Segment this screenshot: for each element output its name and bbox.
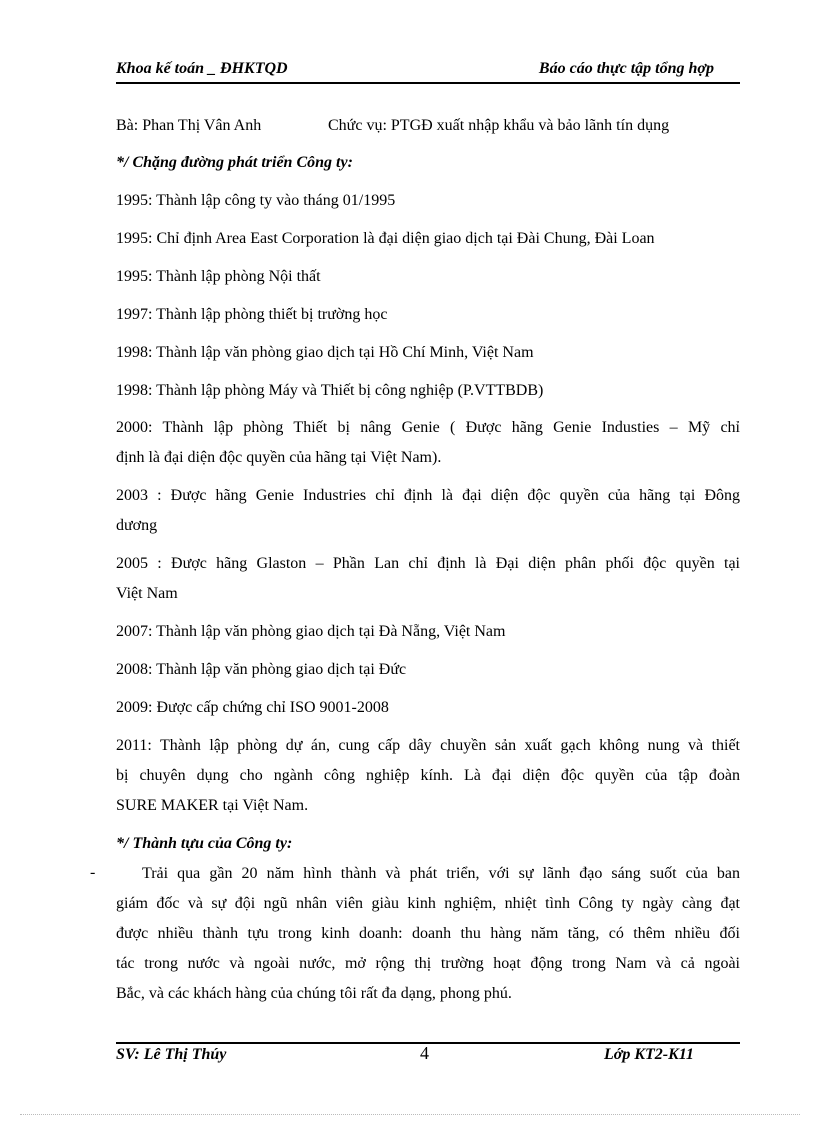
history-item: 1997: Thành lập phòng thiết bị trường học	[116, 306, 388, 323]
achievements-line: Trải qua gần 20 năm hình thành và phát triển, với sự lãnh đạo sáng suốt của ban	[142, 865, 740, 882]
bullet-dash: -	[90, 864, 96, 881]
achievements-line: giám đốc và sự đội ngũ nhân viên giàu kinh nghiệm, nhiệt tình Công ty ngày càng đạt	[116, 895, 740, 912]
page-number: 4	[420, 1043, 429, 1063]
history-item-cont: bị chuyên dụng cho ngành công nghiệp kính. Là đại diện độc quyền của tập đoàn	[116, 767, 740, 784]
history-item: 2009: Được cấp chứng chỉ ISO 9001-2008	[116, 699, 389, 716]
achievements-line: tác trong nước và ngoài nước, mở rộng thị trường hoạt động trong Nam và cả ngoài	[116, 955, 740, 972]
director-name: Bà: Phan Thị Vân Anh	[116, 117, 262, 134]
history-heading: */ Chặng đường phát triển Công ty:	[116, 154, 353, 171]
history-item: 1995: Thành lập phòng Nội thất	[116, 268, 321, 285]
achievements-line: Bắc, và các khách hàng của chúng tôi rất đa dạng, phong phú.	[116, 985, 512, 1002]
history-item: 2000: Thành lập phòng Thiết bị nâng Genie ( Được hãng Genie Industies – Mỹ chỉ	[116, 419, 740, 436]
page-header	[116, 56, 740, 84]
history-item: 2003 : Được hãng Genie Industries chỉ định là đại diện độc quyền của hãng tại Đông	[116, 487, 740, 504]
history-item: 2005 : Được hãng Glaston – Phần Lan chỉ định là Đại diện phân phối độc quyền tại	[116, 555, 740, 572]
page-bottom-edge	[20, 1114, 800, 1115]
header-report-title: Báo cáo thực tập tổng hợp	[538, 60, 714, 77]
header-department: Khoa kế toán _ ĐHKTQD	[116, 60, 288, 77]
footer-student: SV: Lê Thị Thúy	[116, 1046, 227, 1063]
history-item-cont: SURE MAKER tại Việt Nam.	[116, 797, 309, 814]
history-item: 2008: Thành lập văn phòng giao dịch tại Đức	[116, 661, 407, 678]
history-item: 2011: Thành lập phòng dự án, cung cấp dây chuyền sản xuất gạch không nung và thiết	[116, 737, 740, 754]
history-item-cont: Việt Nam	[116, 585, 178, 602]
history-item-cont: dương	[116, 517, 158, 534]
history-item: 1995: Thành lập công ty vào tháng 01/1995	[116, 192, 396, 209]
achievements-line: được nhiều thành tựu trong kinh doanh: doanh thu hàng năm tăng, có thêm nhiều đối	[116, 925, 740, 942]
history-item: 1995: Chỉ định Area East Corporation là đại diện giao dịch tại Đài Chung, Đài Loan	[116, 230, 655, 247]
achievements-heading: */ Thành tựu của Công ty:	[116, 835, 293, 852]
history-item-cont: định là đại diện độc quyền của hãng tại Việt Nam).	[116, 449, 442, 466]
footer-class: Lớp KT2-K11	[604, 1046, 694, 1063]
history-item: 1998: Thành lập văn phòng giao dịch tại Hồ Chí Minh, Việt Nam	[116, 344, 534, 361]
history-item: 2007: Thành lập văn phòng giao dịch tại Đà Nẵng, Việt Nam	[116, 623, 506, 640]
history-item: 1998: Thành lập phòng Máy và Thiết bị công nghiệp (P.VTTBDB)	[116, 382, 544, 399]
director-line	[116, 116, 740, 136]
director-position: Chức vụ: PTGĐ xuất nhập khẩu và bảo lãnh tín dụng	[328, 117, 670, 134]
